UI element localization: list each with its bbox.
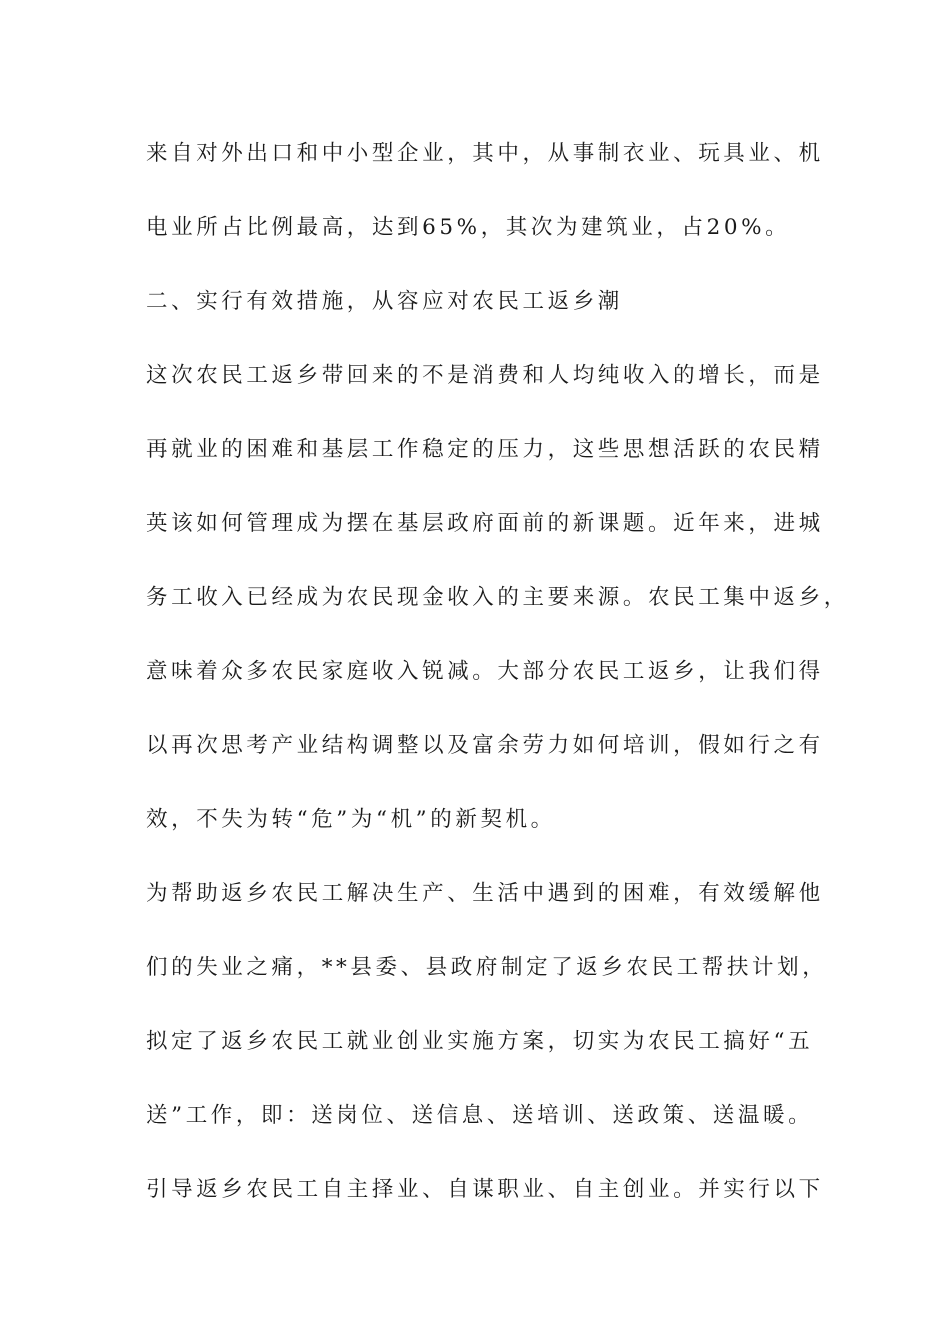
text-line: 务工收入已经成为农民现金收入的主要来源。农民工集中返乡， (146, 585, 849, 610)
text-line: 来自对外出口和中小型企业，其中，从事制衣业、玩具业、机 (146, 141, 824, 166)
text-line: 为帮助返乡农民工解决生产、生活中遇到的困难，有效缓解他 (146, 881, 824, 906)
text-line: 送”工作，即：送岗位、送信息、送培训、送政策、送温暖。 (146, 1103, 814, 1128)
text-line: 意味着众多农民家庭收入锐减。大部分农民工返乡，让我们得 (146, 659, 824, 684)
text-line: 再就业的困难和基层工作稳定的压力，这些思想活跃的农民精 (146, 437, 824, 462)
section-heading: 二、实行有效措施，从容应对农民工返乡潮 (146, 289, 623, 314)
text-line: 英该如何管理成为摆在基层政府面前的新课题。近年来，进城 (146, 511, 824, 536)
text-line: 以再次思考产业结构调整以及富余劳力如何培训，假如行之有 (146, 733, 824, 758)
text-line: 拟定了返乡农民工就业创业实施方案，切实为农民工搞好“五 (146, 1029, 814, 1054)
text-line: 们的失业之痛，**县委、县政府制定了返乡农民工帮扶计划， (146, 955, 828, 980)
text-line: 效，不失为转“危”为“机”的新契机。 (146, 807, 556, 832)
text-line: 引导返乡农民工自主择业、自谋职业、自主创业。并实行以下 (146, 1177, 824, 1202)
text-line: 电业所占比例最高，达到65%，其次为建筑业，占20%。 (146, 215, 791, 240)
text-line: 这次农民工返乡带回来的不是消费和人均纯收入的增长，而是 (146, 363, 824, 388)
body-text (146, 132, 849, 1242)
